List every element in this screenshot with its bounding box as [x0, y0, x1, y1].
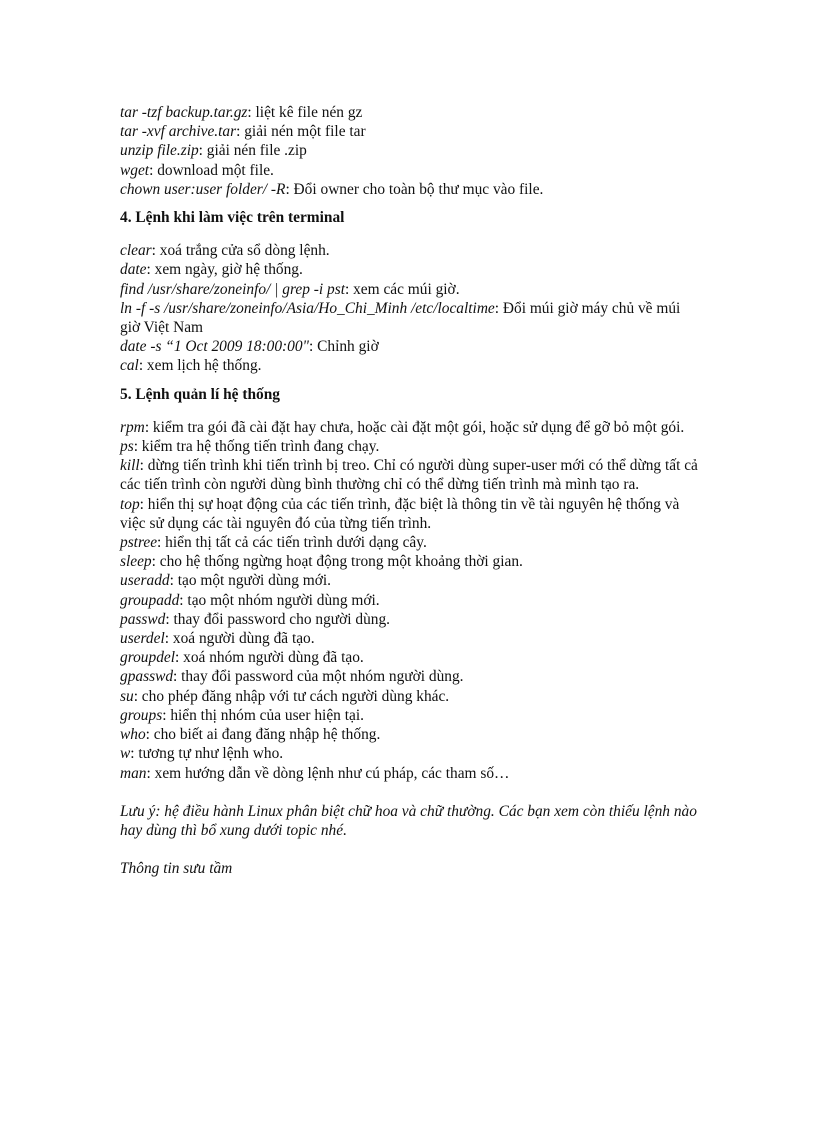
- command-description: : download một file.: [149, 161, 274, 179]
- command-name: wget: [120, 161, 150, 179]
- command-description: : xem các múi giờ.: [344, 280, 460, 298]
- command-line: [120, 299, 700, 337]
- command-description: : thay đổi password của một nhóm người dùng.: [173, 668, 464, 686]
- command-description: : cho hệ thống ngừng hoạt động trong một khoảng thời gian.: [151, 553, 523, 571]
- command-name: gpasswd: [120, 668, 174, 686]
- command-name: unzip file.zip: [120, 142, 199, 160]
- command-line: [120, 610, 700, 629]
- command-name: who: [120, 726, 146, 744]
- command-description: : Đổi múi giờ máy chủ về múi giờ Việt Nam: [120, 299, 681, 337]
- command-description: : kiểm tra gói đã cài đặt hay chưa, hoặc cài đặt một gói, hoặc sử dụng để gỡ bỏ một gói.: [144, 418, 685, 436]
- command-description: : Đổi owner cho toàn bộ thư mục vào file.: [285, 180, 544, 198]
- command-name: passwd: [120, 610, 166, 628]
- command-name: groupadd: [120, 591, 180, 609]
- section-5-heading: 5. Lệnh quản lí hệ thống: [120, 385, 280, 403]
- command-name: useradd: [120, 572, 170, 590]
- command-line: [120, 161, 700, 180]
- command-description: : xem ngày, giờ hệ thống.: [146, 261, 303, 279]
- command-name: groupdel: [120, 649, 176, 667]
- command-name: pstree: [120, 534, 158, 552]
- command-description: : xoá trắng cửa sổ dòng lệnh.: [151, 242, 330, 260]
- command-description: : tạo một người dùng mới.: [169, 572, 332, 590]
- command-description: : cho biết ai đang đăng nhập hệ thống.: [145, 726, 381, 744]
- source-credit: Thông tin sưu tầm: [120, 860, 233, 878]
- command-description: : hiển thị tất cả các tiến trình dưới dạng cây.: [157, 534, 427, 552]
- command-name: tar -tzf backup.tar.gz: [120, 104, 248, 121]
- command-line: [120, 260, 700, 279]
- command-line: [120, 764, 700, 783]
- command-name: groups: [120, 706, 163, 724]
- command-name: tar -xvf archive.tar: [120, 123, 237, 141]
- document-body: [120, 103, 700, 879]
- command-name: man: [120, 764, 147, 782]
- command-line: [120, 533, 700, 552]
- command-name: cal: [120, 357, 139, 375]
- command-name: find /usr/share/zoneinfo/ | grep -i pst: [120, 280, 345, 298]
- section-3-tail: [120, 103, 700, 199]
- command-name: su: [120, 687, 134, 705]
- command-name: date: [120, 261, 147, 279]
- command-description: : cho phép đăng nhập với tư cách người dùng khác.: [133, 687, 450, 705]
- note-paragraph: Lưu ý: hệ điều hành Linux phân biệt chữ hoa và chữ thường. Các bạn xem còn thiếu lệnh nào hay dùng thì bổ xung dưới topic nhé.: [120, 802, 697, 840]
- command-line: [120, 456, 700, 494]
- command-line: [120, 667, 700, 686]
- command-name: chown user:user folder/ -R: [120, 180, 286, 198]
- command-line: [120, 591, 700, 610]
- command-description: : xoá người dùng đã tạo.: [164, 630, 315, 648]
- command-line: [120, 629, 700, 648]
- command-line: [120, 706, 700, 725]
- command-line: [120, 180, 700, 199]
- command-line: [120, 725, 700, 744]
- command-line: [120, 103, 700, 122]
- spacer: [120, 783, 700, 802]
- command-name: top: [120, 495, 140, 513]
- command-name: kill: [120, 457, 140, 475]
- command-line: [120, 648, 700, 667]
- command-line: [120, 241, 700, 260]
- command-name: userdel: [120, 630, 165, 648]
- command-description: : liệt kê file nén gz: [247, 104, 363, 121]
- section-4-list: [120, 241, 700, 375]
- command-name: ln -f -s /usr/share/zoneinfo/Asia/Ho_Chi_Minh /etc/localtime: [120, 299, 495, 317]
- command-line: [120, 141, 700, 160]
- command-name: ps: [120, 438, 134, 456]
- command-description: : hiển thị sự hoạt động của các tiến trình, đặc biệt là thông tin về tài nguyên hệ thống và việc sử dụng các tài nguyên đó của từng tiến trình.: [120, 495, 680, 532]
- command-description: : tương tự như lệnh who.: [130, 745, 284, 763]
- command-line: [120, 337, 700, 356]
- command-line: [120, 552, 700, 571]
- command-name: date -s “1 Oct 2009 18:00:00": [120, 338, 309, 356]
- command-description: : giải nén một file tar: [236, 123, 366, 141]
- command-description: : tạo một nhóm người dùng mới.: [179, 591, 380, 609]
- command-description: : xem lịch hệ thống.: [138, 357, 262, 375]
- command-description: : kiểm tra hệ thống tiến trình đang chạy.: [133, 438, 380, 456]
- spacer: [120, 840, 700, 859]
- command-name: sleep: [120, 553, 152, 571]
- command-line: [120, 418, 700, 437]
- command-line: [120, 495, 700, 533]
- command-name: rpm: [120, 418, 145, 436]
- command-description: : hiển thị nhóm của user hiện tại.: [162, 706, 364, 724]
- command-line: [120, 687, 700, 706]
- section-4-heading: 4. Lệnh khi làm việc trên terminal: [120, 209, 345, 227]
- command-line: [120, 280, 700, 299]
- command-description: : xoá nhóm người dùng đã tạo.: [175, 649, 364, 667]
- command-description: : dừng tiến trình khi tiến trình bị treo. Chỉ có người dùng super-user mới có thể dừng tất cả các tiến trình còn người dùng bình thường chỉ có thể dừng tiến trình mà mình tạo ra.: [120, 457, 698, 494]
- command-description: : Chỉnh giờ: [309, 338, 379, 356]
- command-line: [120, 356, 700, 375]
- command-line: [120, 122, 700, 141]
- command-name: clear: [120, 242, 152, 260]
- command-line: [120, 571, 700, 590]
- command-description: : thay đổi password cho người dùng.: [165, 610, 391, 628]
- section-5-list: [120, 418, 700, 783]
- command-line: [120, 744, 700, 763]
- command-description: : xem hướng dẫn về dòng lệnh như cú pháp, các tham số…: [146, 764, 510, 782]
- command-name: w: [120, 745, 131, 763]
- command-description: : giải nén file .zip: [198, 142, 307, 160]
- command-line: [120, 437, 700, 456]
